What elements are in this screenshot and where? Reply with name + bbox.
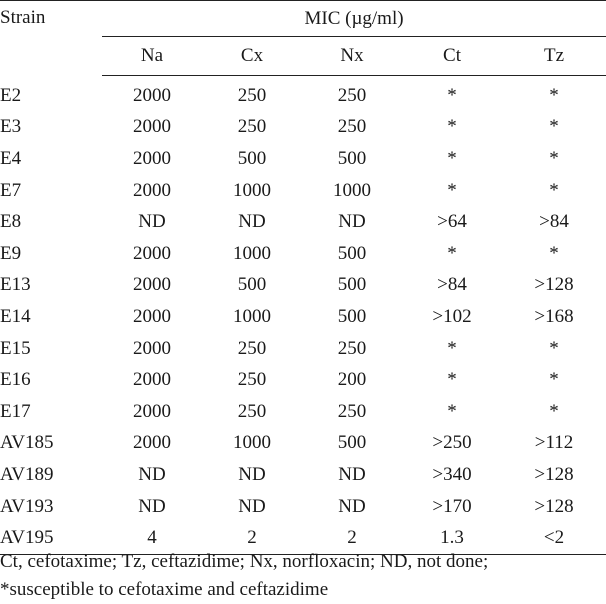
cell-na: 2000 — [133, 84, 171, 106]
cell-na: ND — [138, 463, 166, 485]
cell-strain: AV195 — [0, 522, 102, 554]
cell-cx: 250 — [237, 84, 267, 106]
cell-cx: 1000 — [233, 432, 271, 454]
cell-ct: >250 — [432, 432, 472, 454]
cell-nx: 250 — [337, 84, 367, 106]
column-header-nx: Nx — [302, 37, 402, 76]
table-row — [0, 333, 606, 365]
table-row — [0, 491, 606, 523]
cell-cx: 1000 — [233, 179, 271, 201]
cell-tz: * — [549, 369, 559, 391]
cell-nx: 250 — [337, 337, 367, 359]
column-header-ct: Ct — [402, 37, 502, 76]
cell-ct: * — [447, 116, 457, 138]
cell-strain: E2 — [0, 84, 22, 106]
cell-strain: E16 — [0, 369, 31, 391]
cell-tz: >84 — [539, 211, 569, 233]
table-row — [0, 76, 606, 112]
cell-strain: E13 — [0, 274, 31, 296]
cell-nx: 500 — [337, 147, 367, 169]
cell-cx: 1000 — [233, 305, 271, 327]
cell-tz: * — [549, 400, 559, 422]
cell-strain: AV193 — [0, 495, 54, 517]
cell-cx: 250 — [237, 337, 267, 359]
cell-strain: AV185 — [0, 432, 54, 454]
cell-ct: >64 — [437, 211, 467, 233]
cell-tz: >168 — [534, 305, 574, 327]
cell-ct: * — [447, 337, 457, 359]
cell-ct: * — [447, 147, 457, 169]
table-row — [0, 428, 606, 460]
cell-tz: >128 — [534, 274, 574, 296]
cell-strain: E8 — [0, 211, 22, 233]
mic-group-header: MIC (µg/ml) — [102, 1, 606, 37]
table-row — [0, 175, 606, 207]
cell-nx: 500 — [337, 242, 367, 264]
cell-tz: * — [549, 179, 559, 201]
cell-cx: ND — [238, 463, 266, 485]
cell-tz: * — [549, 84, 559, 106]
table-row — [0, 143, 606, 175]
table-row — [0, 270, 606, 302]
table-row — [0, 364, 606, 396]
cell-cx: ND — [238, 495, 266, 517]
cell-nx: ND — [338, 211, 366, 233]
cell-strain: AV189 — [0, 463, 54, 485]
cell-nx: 2 — [302, 522, 402, 554]
cell-cx: 2 — [202, 522, 302, 554]
cell-na: 2000 — [133, 116, 171, 138]
cell-cx: 1000 — [233, 242, 271, 264]
cell-cx: 500 — [237, 274, 267, 296]
cell-ct: * — [447, 84, 457, 106]
table-row — [0, 112, 606, 144]
cell-nx: 500 — [337, 305, 367, 327]
footnote-line-susceptible: *susceptible to cefotaxime and ceftazidime — [0, 579, 329, 600]
cell-strain: E7 — [0, 179, 22, 201]
cell-na: 2000 — [133, 274, 171, 296]
cell-nx: 1000 — [333, 179, 371, 201]
cell-na: 2000 — [133, 432, 171, 454]
cell-ct: >84 — [437, 274, 467, 296]
cell-tz: * — [549, 147, 559, 169]
cell-na: 2000 — [133, 305, 171, 327]
cell-ct: * — [447, 179, 457, 201]
cell-tz: * — [549, 337, 559, 359]
footnote-line-abbreviations: Ct, cefotaxime; Tz, ceftazidime; Nx, norfloxacin; ND, not done; — [0, 551, 489, 572]
cell-cx: 250 — [237, 116, 267, 138]
cell-na: 2000 — [133, 179, 171, 201]
table-row — [0, 206, 606, 238]
column-header-tz: Tz — [502, 37, 606, 76]
cell-tz: >128 — [534, 463, 574, 485]
cell-ct: * — [447, 369, 457, 391]
cell-cx: 250 — [237, 369, 267, 391]
cell-ct: * — [447, 242, 457, 264]
cell-tz: * — [549, 242, 559, 264]
cell-cx: ND — [238, 211, 266, 233]
cell-ct: >170 — [432, 495, 472, 517]
cell-strain: E17 — [0, 400, 31, 422]
table-row — [0, 396, 606, 428]
cell-nx: ND — [338, 463, 366, 485]
cell-na: ND — [138, 211, 166, 233]
cell-strain: E9 — [0, 242, 22, 264]
cell-na: 2000 — [133, 242, 171, 264]
cell-na: 4 — [102, 522, 202, 554]
cell-na: 2000 — [133, 400, 171, 422]
strain-column-header: Strain — [0, 1, 102, 76]
column-header-na: Na — [102, 37, 202, 76]
cell-na: 2000 — [133, 337, 171, 359]
cell-ct: * — [447, 400, 457, 422]
cell-strain: E15 — [0, 337, 31, 359]
cell-nx: ND — [338, 495, 366, 517]
cell-strain: E14 — [0, 305, 31, 327]
column-header-cx: Cx — [202, 37, 302, 76]
cell-strain: E3 — [0, 116, 22, 138]
table-footnote — [0, 548, 606, 604]
table-header — [0, 1, 606, 76]
cell-nx: 250 — [337, 116, 367, 138]
table-row — [0, 459, 606, 491]
cell-nx: 200 — [337, 369, 367, 391]
cell-tz: * — [549, 116, 559, 138]
cell-tz: >128 — [534, 495, 574, 517]
cell-ct: 1.3 — [402, 522, 502, 554]
cell-tz: >112 — [534, 432, 574, 454]
table-row — [0, 301, 606, 333]
table-body — [0, 76, 606, 555]
cell-ct: >340 — [432, 463, 472, 485]
cell-cx: 500 — [237, 147, 267, 169]
cell-na: 2000 — [133, 369, 171, 391]
cell-nx: 500 — [337, 274, 367, 296]
cell-nx: 500 — [337, 432, 367, 454]
cell-strain: E4 — [0, 147, 22, 169]
cell-tz: <2 — [502, 522, 606, 554]
cell-ct: >102 — [432, 305, 472, 327]
cell-nx: 250 — [337, 400, 367, 422]
cell-na: 2000 — [133, 147, 171, 169]
table-row — [0, 238, 606, 270]
cell-na: ND — [138, 495, 166, 517]
cell-cx: 250 — [237, 400, 267, 422]
